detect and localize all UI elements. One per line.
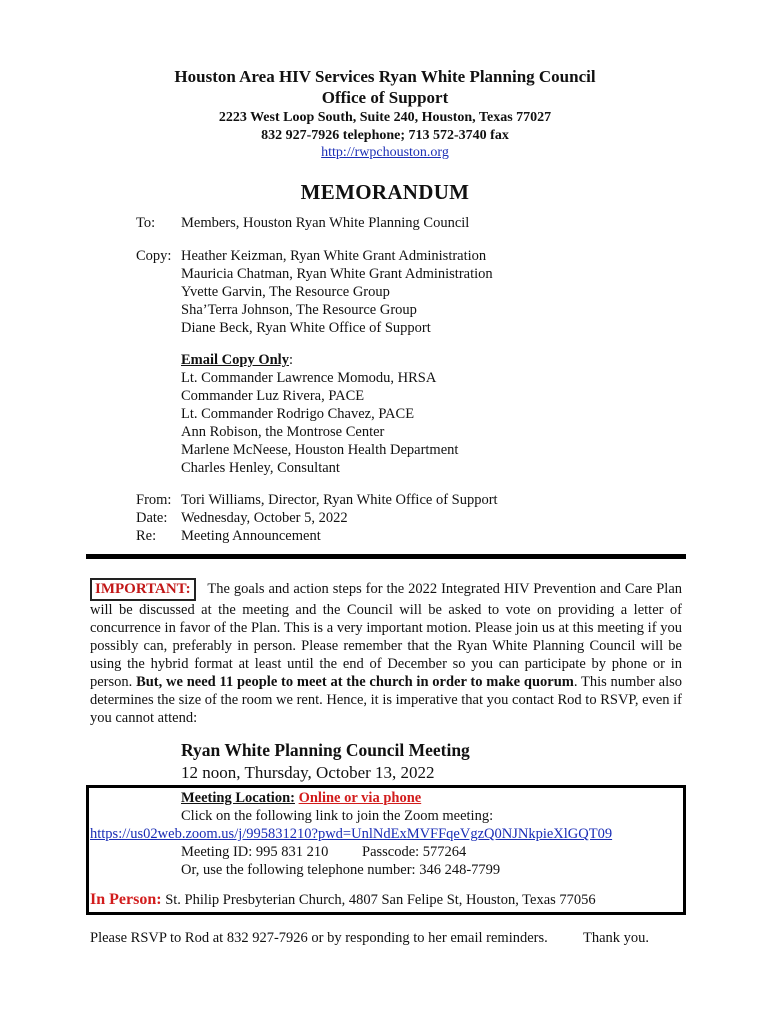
email-copy-colon: : [288, 352, 293, 368]
meeting-time: 12 noon, Thursday, October 13, 2022 [181, 763, 435, 782]
meeting-id: Meeting ID: 995 831 210 [181, 844, 329, 860]
office-name: Office of Support [321, 88, 449, 107]
in-person-label: In Person [90, 891, 157, 908]
location-label: Meeting Location: [181, 790, 295, 806]
to-label: To: [136, 215, 156, 231]
para-end: . This number also determines the size of the room we rent. Hence, it is imperative that you contact Rod to RSVP, even if you cannot attend: [90, 674, 682, 726]
re-value: Meeting Announcement [181, 528, 321, 544]
email-copy-item: Lt. Commander Rodrigo Chavez, PACE [181, 406, 415, 422]
email-copy-item: Lt. Commander Lawrence Momodu, HRSA [181, 370, 437, 386]
email-copy-heading-text: Email Copy Only [181, 352, 289, 368]
office-address: 2223 West Loop South, Suite 240, Houston, Texas 77027 [218, 110, 552, 125]
zoom-link-text[interactable]: https://us02web.zoom.us/j/995831210?pwd=UnlNdExMVFFqeVgzQ0NJNkpieXlGQT09 [90, 826, 613, 842]
email-copy-item: Charles Henley, Consultant [181, 460, 340, 476]
email-copy-heading [181, 352, 293, 369]
divider-rule [86, 554, 686, 559]
zoom-instruction: Click on the following link to join the Zoom meeting: [181, 808, 494, 824]
date-value: Wednesday, October 5, 2022 [181, 510, 348, 526]
copy-item: Diane Beck, Ryan White Office of Support [181, 320, 431, 336]
from-value: Tori Williams, Director, Ryan White Office of Support [181, 492, 498, 508]
thank-you: Thank you. [583, 930, 650, 946]
meeting-location [181, 790, 421, 807]
copy-item: Mauricia Chatman, Ryan White Grant Administration [181, 266, 493, 282]
quorum-note: But, we need 11 people to meet at the church in order to make quorum [136, 674, 574, 690]
in-person-value: St. Philip Presbyterian Church, 4807 San Felipe St, Houston, Texas 77056 [165, 892, 596, 908]
location-value: Online or via phone [298, 790, 422, 806]
phone-line: Or, use the following telephone number: 346 248-7799 [181, 862, 501, 878]
memo-title: MEMORANDUM [300, 180, 470, 204]
email-copy-item: Commander Luz Rivera, PACE [181, 388, 365, 404]
meeting-passcode: Passcode: 577264 [362, 844, 467, 860]
from-label: From: [136, 492, 172, 508]
to-value: Members, Houston Ryan White Planning Council [181, 215, 470, 231]
copy-label: Copy: [136, 248, 172, 264]
important-paragraph [90, 578, 682, 727]
website-link[interactable]: http://rwpchouston.org [321, 145, 449, 160]
date-label: Date: [136, 510, 168, 526]
copy-item: Heather Keizman, Ryan White Grant Administration [181, 248, 487, 264]
meeting-title: Ryan White Planning Council Meeting [181, 740, 470, 760]
copy-item: Sha’Terra Johnson, The Resource Group [181, 302, 417, 318]
in-person-line [90, 891, 596, 909]
email-copy-item: Ann Robison, the Montrose Center [181, 424, 385, 440]
in-person-colon: : [156, 891, 162, 908]
zoom-link[interactable] [90, 826, 612, 843]
important-badge: IMPORTANT: [90, 578, 196, 601]
office-phones: 832 927-7926 telephone; 713 572-3740 fax [261, 128, 509, 143]
copy-item: Yvette Garvin, The Resource Group [181, 284, 390, 300]
para-start: The goals and action steps for the 2022 Integrated HIV Prevention and Care Plan will be discussed at the meeting and the Council will be asked to vote on providing a letter of concurrence in favor of the Plan. This is a very important motion. Please join us at this meeting if you possibly can, preferably in person. Please remember that the Ryan White Planning Council will be using the hybrid format at least until the end of December so you can participate by phone or in person. [90, 581, 683, 690]
rsvp-line: Please RSVP to Rod at 832 927-7926 or by responding to her email reminders. [90, 930, 548, 946]
re-label: Re: [136, 528, 157, 544]
org-name: Houston Area HIV Services Ryan White Planning Council [174, 67, 596, 86]
email-copy-item: Marlene McNeese, Houston Health Department [181, 442, 459, 458]
